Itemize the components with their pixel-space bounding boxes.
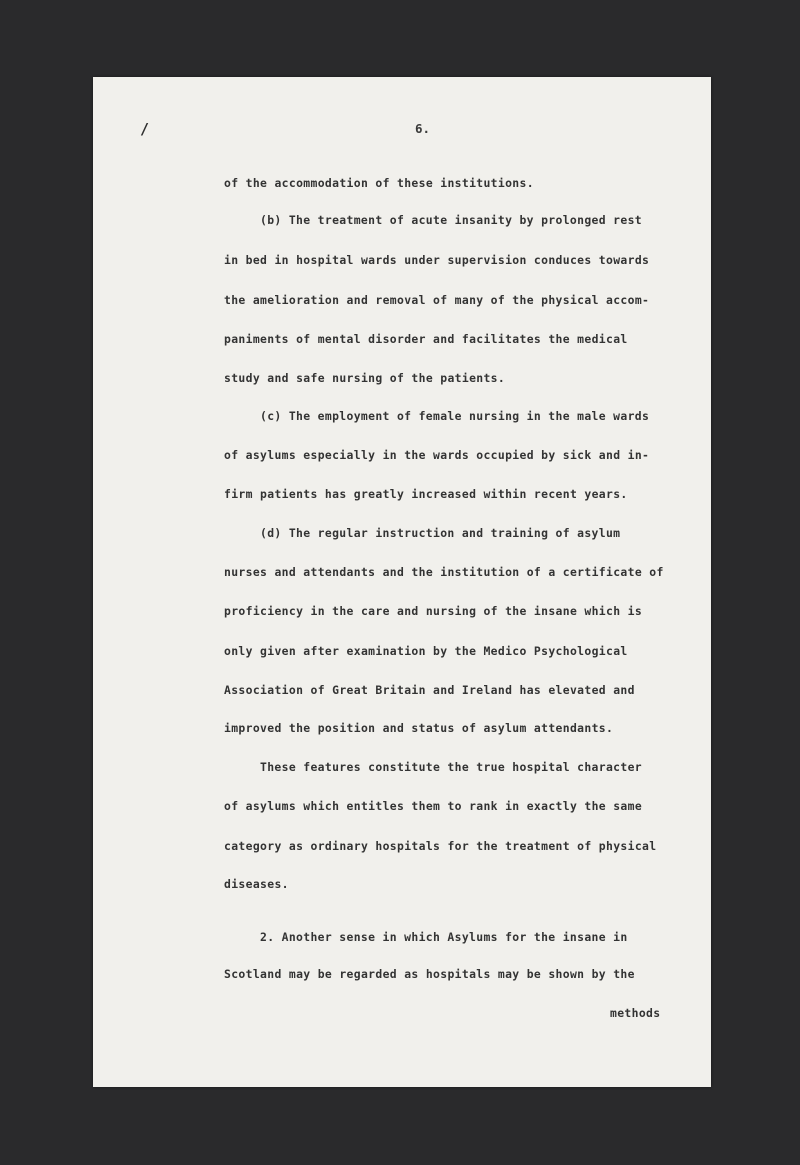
text-line: methods bbox=[610, 1006, 661, 1020]
text-line: only given after examination by the Medico Psychological bbox=[224, 644, 628, 658]
text-line: the amelioration and removal of many of the physical accom- bbox=[224, 293, 650, 307]
document-page bbox=[93, 77, 711, 1087]
text-line: paniments of mental disorder and facilitates the medical bbox=[224, 332, 628, 346]
text-line: Scotland may be regarded as hospitals may be shown by the bbox=[224, 967, 635, 981]
text-line: nurses and attendants and the institution of a certificate of bbox=[224, 565, 664, 579]
text-line: study and safe nursing of the patients. bbox=[224, 371, 506, 385]
text-line: of the accommodation of these institutions. bbox=[224, 176, 534, 190]
text-line: improved the position and status of asylum attendants. bbox=[224, 721, 614, 735]
text-line: of asylums especially in the wards occupied by sick and in- bbox=[224, 448, 650, 462]
text-line: (b) The treatment of acute insanity by prolonged rest bbox=[260, 213, 643, 227]
text-line: of asylums which entitles them to rank in exactly the same bbox=[224, 799, 643, 813]
text-line: proficiency in the care and nursing of the insane which is bbox=[224, 604, 643, 618]
text-line: (d) The regular instruction and training of asylum bbox=[260, 526, 621, 540]
text-line: These features constitute the true hospital character bbox=[260, 760, 643, 774]
text-line: Association of Great Britain and Ireland has elevated and bbox=[224, 683, 635, 697]
text-line: 2. Another sense in which Asylums for the insane in bbox=[260, 930, 628, 944]
text-line: category as ordinary hospitals for the treatment of physical bbox=[224, 839, 657, 853]
page-number: 6. bbox=[415, 121, 431, 136]
text-line: diseases. bbox=[224, 877, 289, 891]
text-line: firm patients has greatly increased within recent years. bbox=[224, 487, 628, 501]
margin-mark: / bbox=[140, 120, 150, 138]
text-line: (c) The employment of female nursing in the male wards bbox=[260, 409, 650, 423]
text-line: in bed in hospital wards under supervision conduces towards bbox=[224, 253, 650, 267]
